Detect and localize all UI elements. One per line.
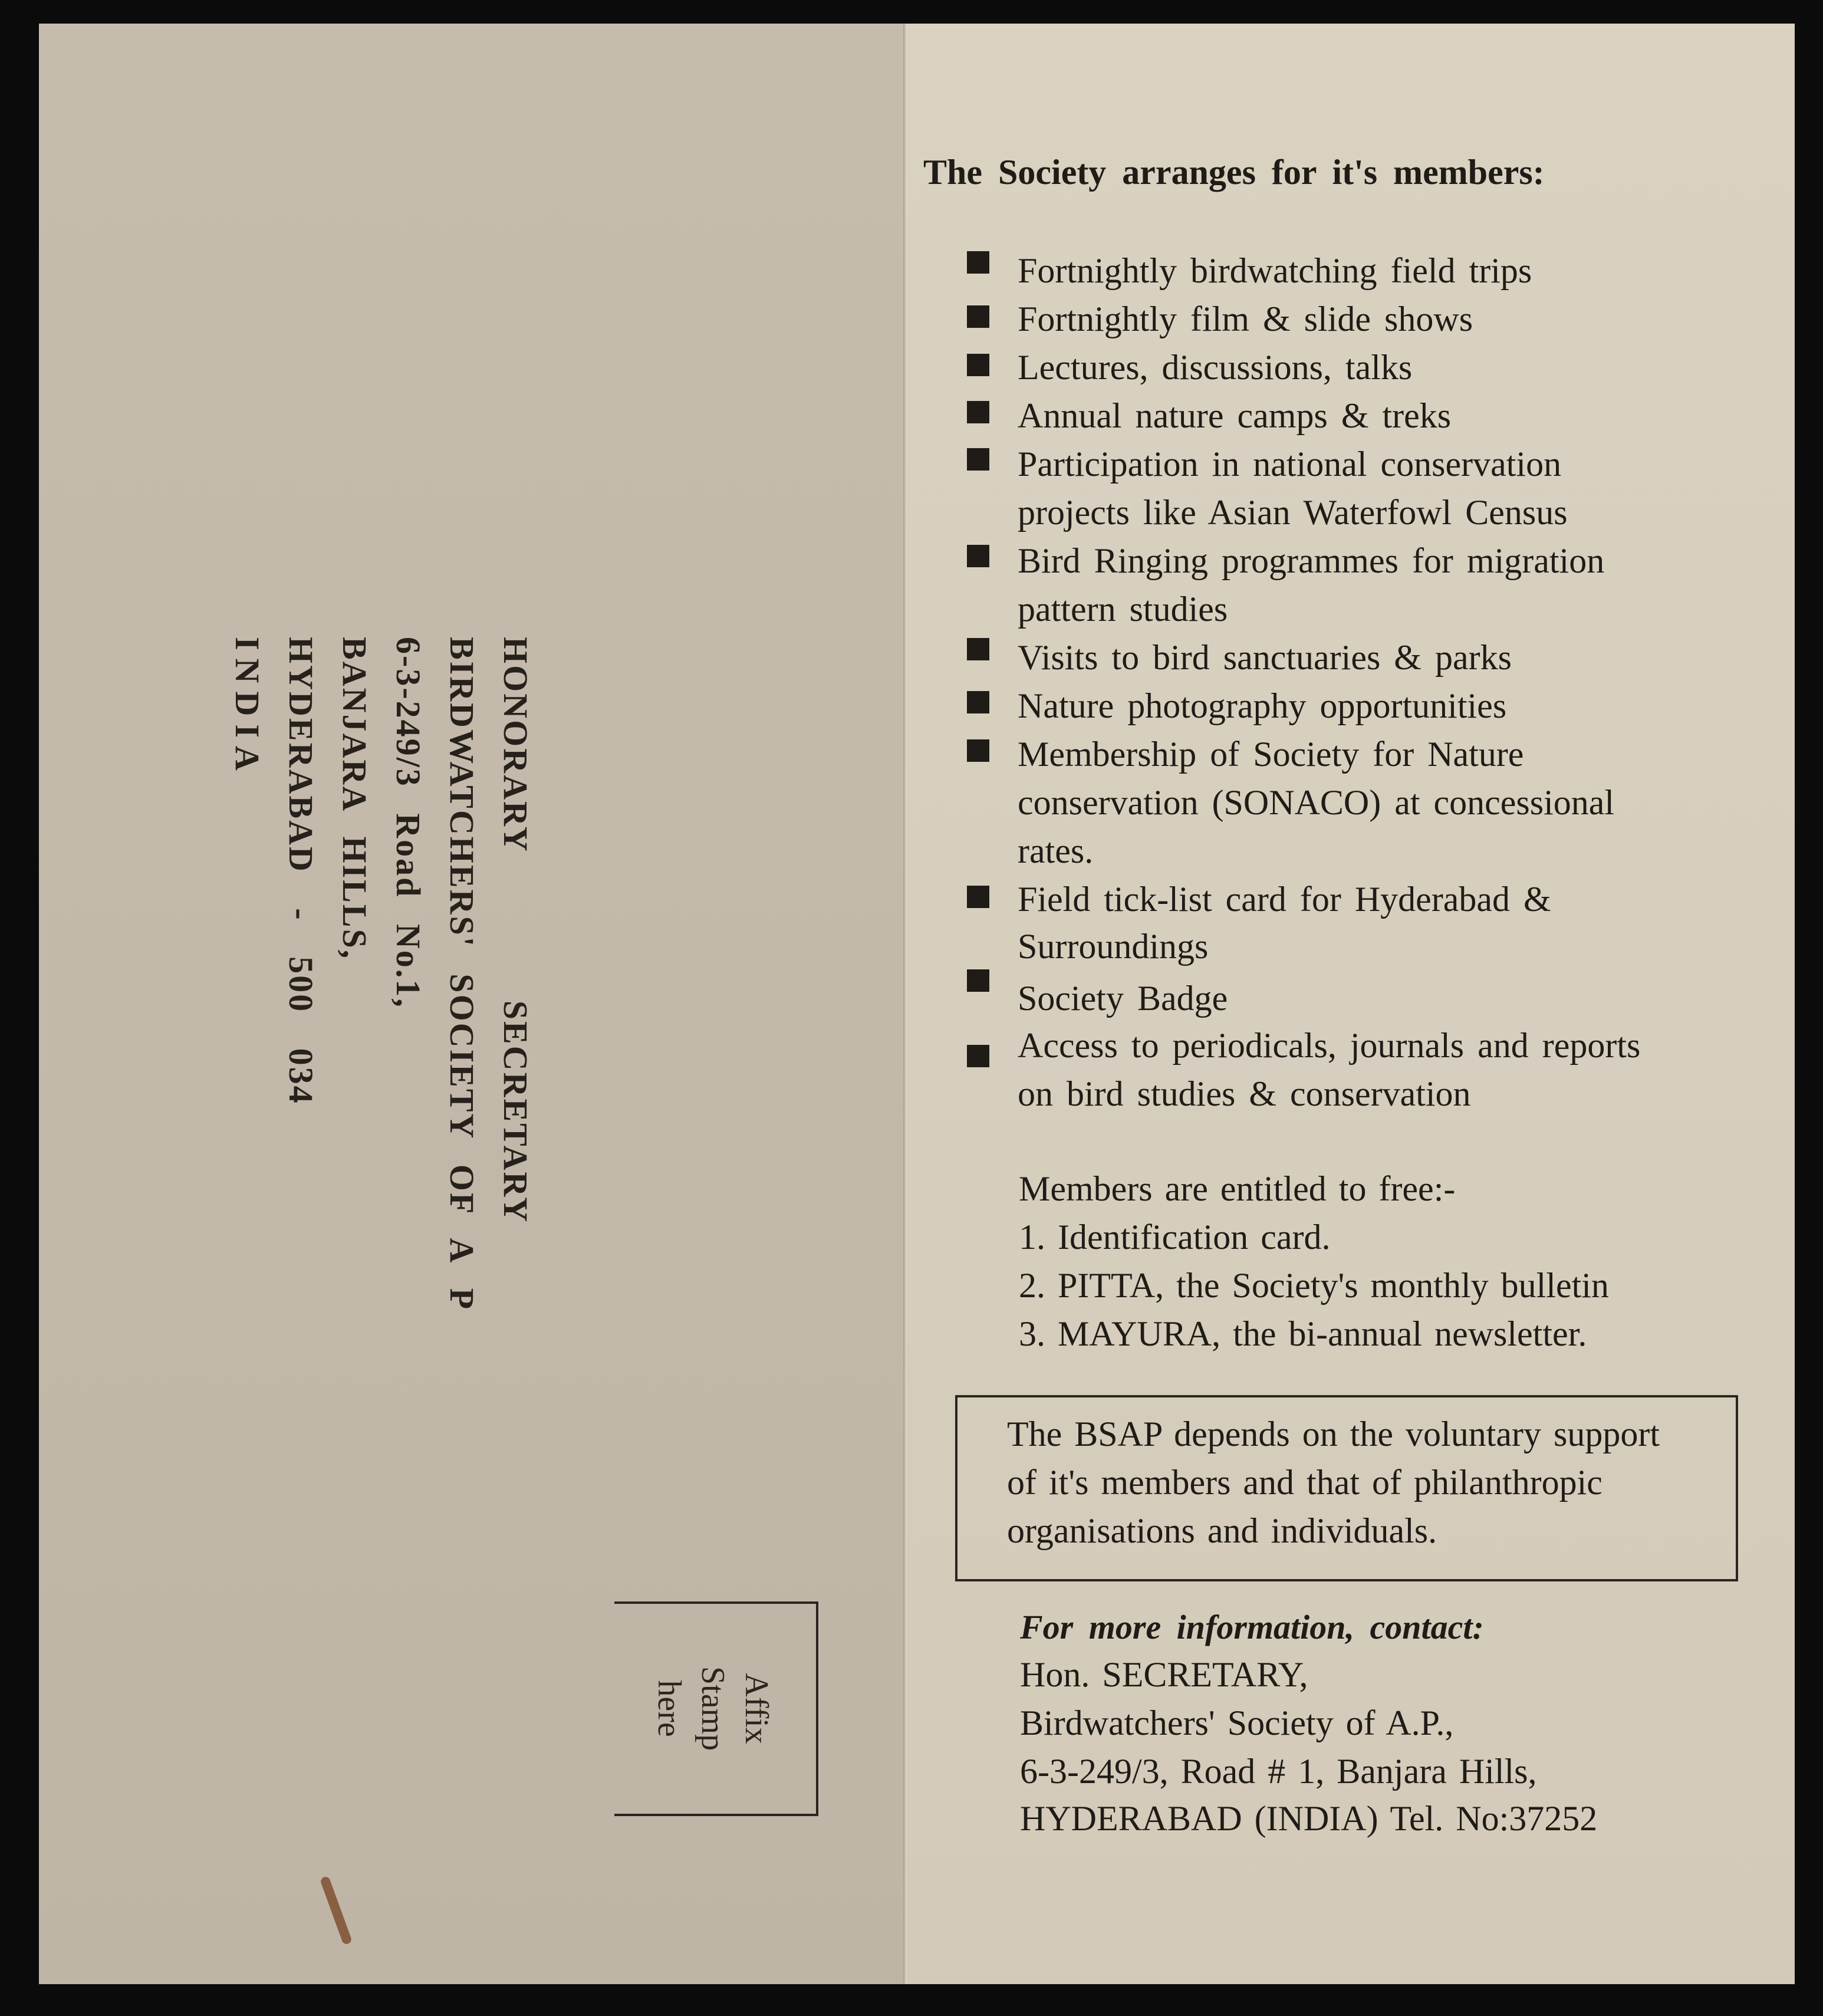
bullet-icon xyxy=(967,354,989,376)
bullet-icon xyxy=(967,638,989,660)
members-free-title: Members are entitled to free:- xyxy=(1019,1169,1456,1208)
bullet-icon xyxy=(967,886,989,908)
bullet-icon xyxy=(967,691,989,713)
address-line-6: INDIA xyxy=(228,637,266,779)
address-line-3: 6-3-249/3 Road No.1, xyxy=(389,637,427,1009)
contact-line: HYDERABAD (INDIA) Tel. No:37252 xyxy=(1020,1799,1598,1838)
address-line-5: HYDERABAD - 500 034 xyxy=(282,637,320,1105)
address-line-4: BANJARA HILLS, xyxy=(335,637,374,961)
support-line: of it's members and that of philanthropic xyxy=(1007,1463,1602,1502)
bullet-icon xyxy=(967,448,989,471)
members-free-item: 2. PITTA, the Society's monthly bulletin xyxy=(1019,1266,1609,1305)
bullet-icon xyxy=(967,545,989,567)
members-free-item: 1. Identification card. xyxy=(1019,1218,1331,1257)
support-line: The BSAP depends on the voluntary support xyxy=(1007,1415,1660,1453)
stamp-line-2: Stamp xyxy=(695,1666,731,1751)
stamp-instructions xyxy=(647,1666,778,1751)
stamp-line-3: here xyxy=(651,1680,687,1737)
bullet-icon xyxy=(967,401,989,423)
contact-line: 6-3-249/3, Road # 1, Banjara Hills, xyxy=(1020,1752,1537,1791)
stamp-line-1: Affix xyxy=(738,1673,775,1744)
bullet-icon xyxy=(967,305,989,328)
contact-line: Birdwatchers' Society of A.P., xyxy=(1020,1703,1454,1742)
bullet-icon xyxy=(967,1045,989,1067)
members-free-item: 3. MAYURA, the bi-annual newsletter. xyxy=(1019,1314,1587,1353)
benefits-heading: The Society arranges for it's members: xyxy=(923,153,1545,192)
bullet-icon xyxy=(967,969,989,992)
support-line: organisations and individuals. xyxy=(1007,1511,1437,1550)
fold-line xyxy=(903,24,907,1984)
address-line-2: BIRDWATCHERS' SOCIETY OF A P xyxy=(443,637,481,1311)
contact-line: Hon. SECRETARY, xyxy=(1020,1655,1308,1694)
address-honorary: HONORARY xyxy=(496,637,535,853)
address-line-1 xyxy=(489,637,542,1311)
bullet-icon xyxy=(967,739,989,762)
mailing-address xyxy=(221,637,542,1311)
bullet-icon xyxy=(967,251,989,274)
contact-heading: For more information, contact: xyxy=(1020,1608,1484,1646)
address-secretary: SECRETARY xyxy=(496,1000,535,1224)
